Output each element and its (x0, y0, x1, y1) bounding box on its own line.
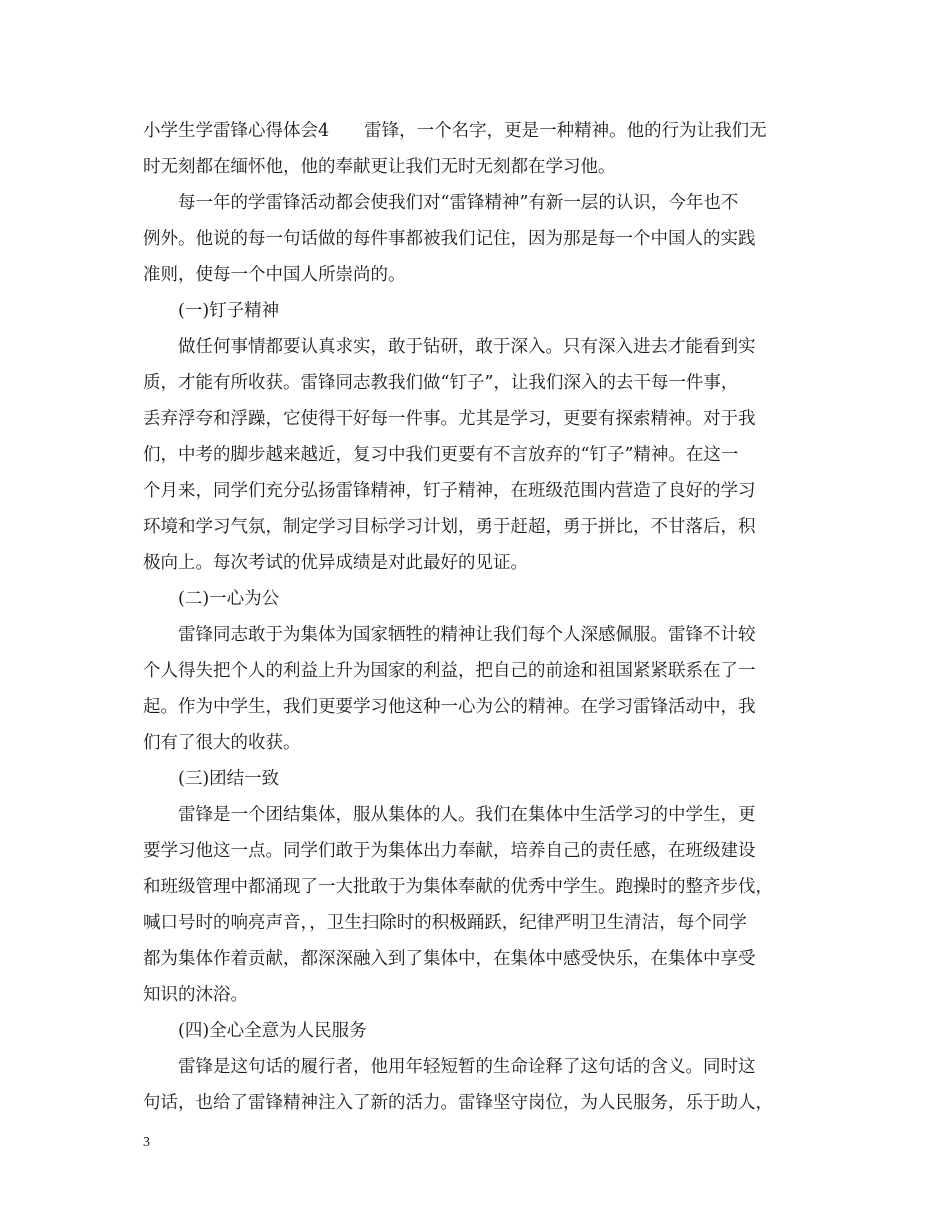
section-heading: (四)全心全意为人民服务 (178, 1021, 367, 1041)
text-line: 每一年的学雷锋活动都会使我们对“雷锋精神”有新一层的认识，今年也不 (178, 193, 739, 213)
text-line: 知识的沐浴。 (143, 985, 248, 1005)
text-line: 丢弃浮夸和浮躁，它使得干好每一件事。尤其是学习，更要有探索精神。对于我 (143, 409, 756, 429)
text-line: 起。作为中学生，我们更要学习他这种一心为公的精神。在学习雷锋活动中，我 (143, 697, 756, 717)
text-line: 时无刻都在缅怀他，他的奉献更让我们无时无刻都在学习他。 (143, 157, 616, 177)
text-line: 做任何事情都要认真求实，敢于钻研，敢于深入。只有深入进去才能看到实 (178, 337, 756, 357)
text-line: 句话，也给了雷锋精神注入了新的活力。雷锋坚守岗位，为人民服务，乐于助人， (143, 1093, 773, 1113)
text-line: 个月来，同学们充分弘扬雷锋精神，钉子精神，在班级范围内营造了良好的学习 (143, 481, 756, 501)
text-line: 个人得失把个人的利益上升为国家的利益，把自己的前途和祖国紧紧联系在了一 (143, 661, 756, 681)
page-number: 3 (143, 1135, 150, 1150)
text-line: 都为集体作着贡献，都深深融入到了集体中，在集体中感受快乐，在集体中享受 (143, 949, 756, 969)
text-line: 们有了很大的收获。 (143, 733, 301, 753)
text-line: 雷锋是一个团结集体，服从集体的人。我们在集体中生活学习的中学生，更 (178, 805, 756, 825)
text-line: 例外。他说的每一句话做的每件事都被我们记住，因为那是每一个中国人的实践 (143, 229, 756, 249)
text-line: 准则，使每一个中国人所崇尚的。 (143, 265, 406, 285)
text-line: 环境和学习气氛，制定学习目标学习计划，勇于赶超，勇于拼比，不甘落后，积 (143, 517, 756, 537)
text-line: 要学习他这一点。同学们敢于为集体出力奉献，培养自己的责任感，在班级建设 (143, 841, 756, 861)
text-line: 极向上。每次考试的优异成绩是对此最好的见证。 (143, 553, 528, 573)
text-line: 们，中考的脚步越来越近，复习中我们更要有不言放弃的“钉子”精神。在这一 (143, 445, 739, 465)
text-line: 和班级管理中都涌现了一大批敢于为集体奉献的优秀中学生。跑操时的整齐步伐， (143, 877, 773, 897)
text-line: 雷锋是这句话的履行者，他用年轻短暂的生命诠释了这句话的含义。同时这 (178, 1057, 756, 1077)
section-heading: (三)团结一致 (178, 769, 280, 789)
section-heading: (一)钉子精神 (178, 301, 280, 321)
text-line: 小学生学雷锋心得体会4 雷锋，一个名字，更是一种精神。他的行为让我们无 (143, 121, 767, 141)
text-line: 雷锋同志敢于为集体为国家牺牲的精神让我们每个人深感佩服。雷锋不计较 (178, 625, 756, 645)
text-line: 质，才能有所收获。雷锋同志教我们做“钉子”，让我们深入的去干每一件事， (143, 373, 739, 393)
text-line: 喊口号时的响亮声音，，卫生扫除时的积极踊跃，纪律严明卫生清洁，每个同学 (143, 913, 747, 933)
section-heading: (二)一心为公 (178, 589, 280, 609)
